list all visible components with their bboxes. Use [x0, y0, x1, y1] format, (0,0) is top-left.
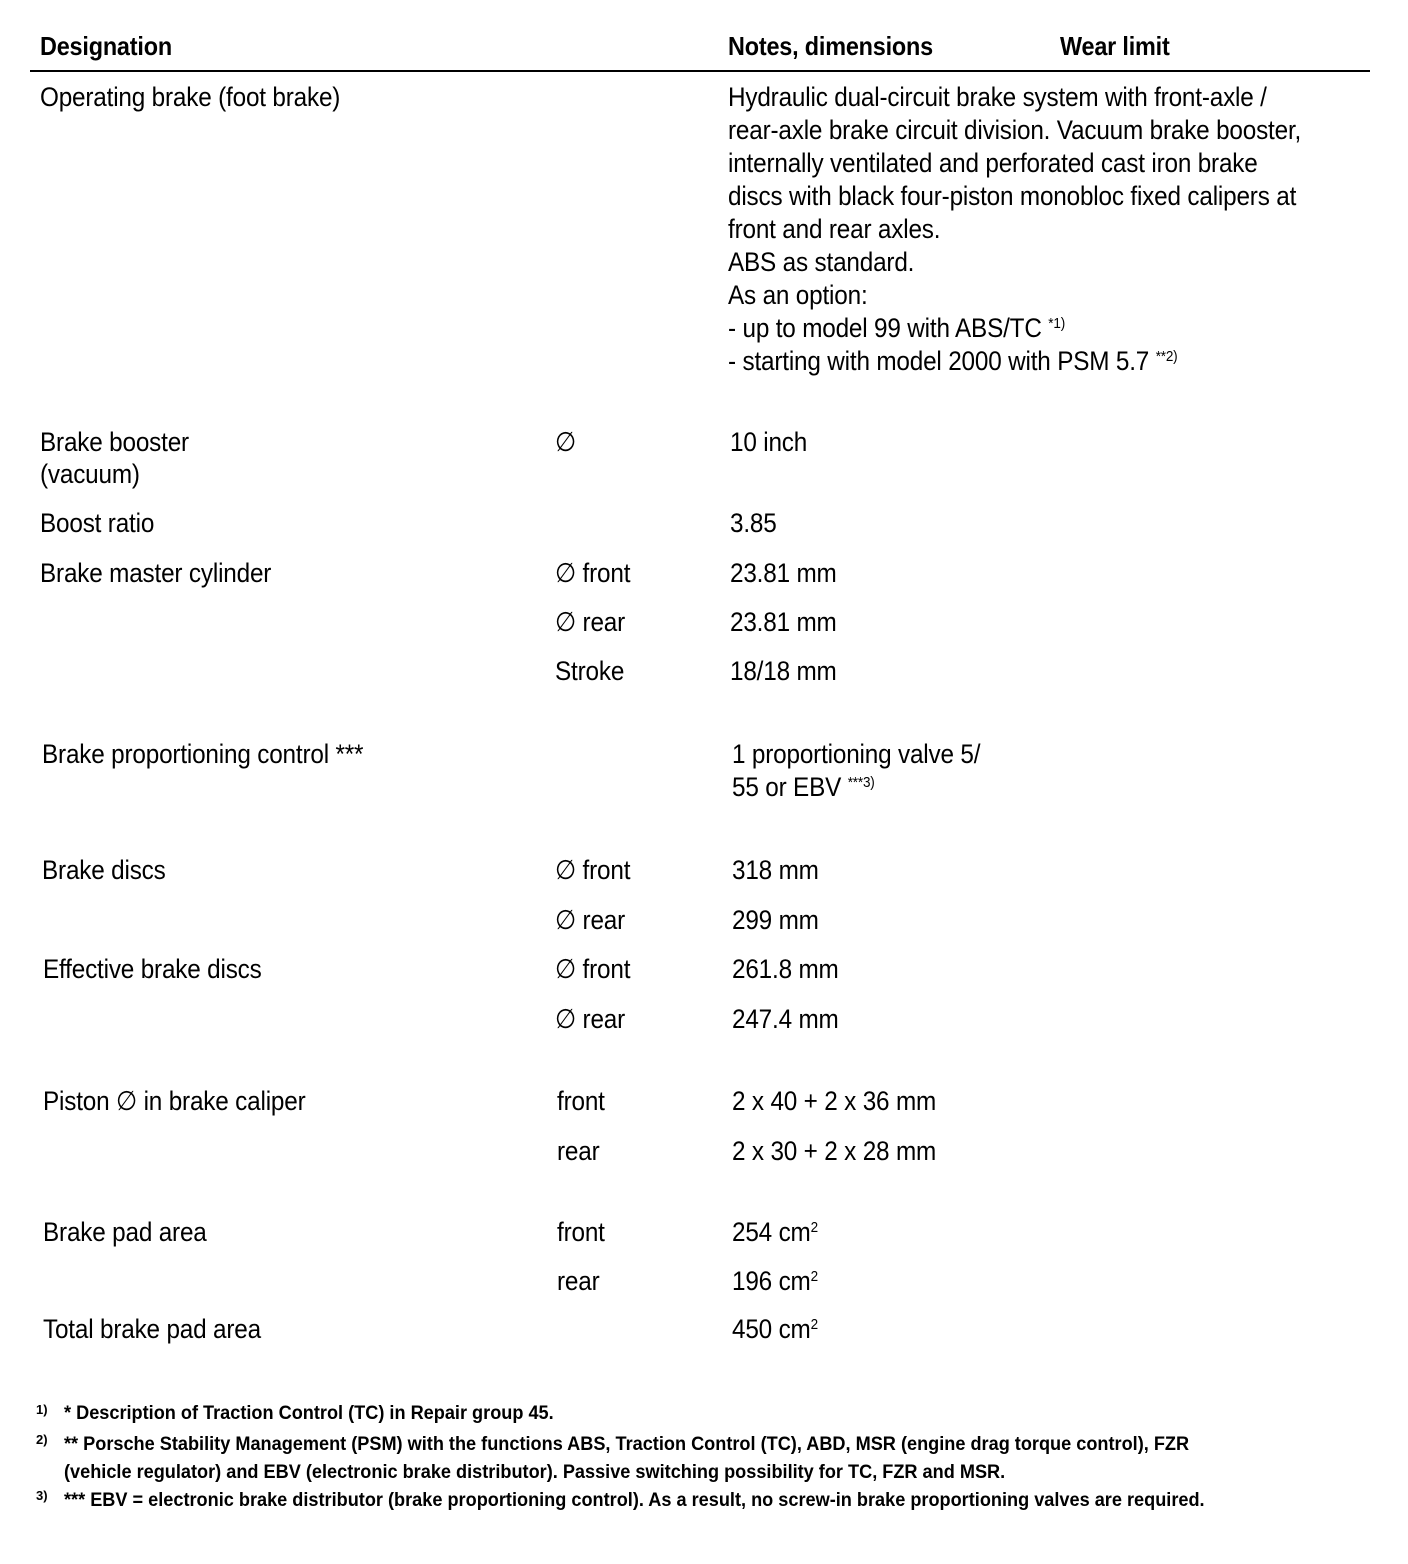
- proportioning-value-text: 55 or EBV: [732, 772, 842, 802]
- effective-value: 247.4 mm: [732, 1004, 839, 1034]
- booster-sub: ∅: [555, 427, 576, 457]
- master-value: 23.81 mm: [730, 558, 837, 588]
- unit-exponent: 2: [810, 1268, 818, 1285]
- boost-ratio-value: 3.85: [730, 508, 777, 538]
- proportioning-value: [732, 771, 875, 804]
- pad-value-text: 254 cm: [732, 1217, 811, 1247]
- effective-sub: ∅ rear: [555, 1004, 626, 1034]
- header-rule: [30, 70, 1370, 72]
- master-sub: Stroke: [555, 656, 625, 686]
- header-designation: Designation: [40, 31, 172, 61]
- operating-line: front and rear axles.: [728, 214, 941, 244]
- pad-value-text: 196 cm: [732, 1266, 811, 1296]
- pad-sub: rear: [557, 1266, 600, 1296]
- operating-line: As an option:: [728, 280, 868, 310]
- total-pad-value: [732, 1313, 818, 1346]
- header-notes: Notes, dimensions: [728, 31, 933, 61]
- piston-label: Piston ∅ in brake caliper: [43, 1086, 306, 1116]
- unit-exponent: 2: [810, 1219, 818, 1236]
- footnote-mark: 3): [36, 1488, 48, 1503]
- master-cylinder-label: Brake master cylinder: [40, 558, 272, 588]
- operating-line: internally ventilated and perforated cast iron brake: [728, 148, 1258, 178]
- pad-value: [732, 1216, 818, 1249]
- booster-value: 10 inch: [730, 427, 808, 457]
- footnote-mark: 1): [36, 1402, 48, 1417]
- footnote-ref: **2): [1155, 348, 1178, 365]
- discs-value: 299 mm: [732, 905, 819, 935]
- piston-value: 2 x 30 + 2 x 28 mm: [732, 1136, 937, 1166]
- piston-sub: front: [557, 1086, 605, 1116]
- footnote-ref: *1): [1048, 315, 1066, 332]
- operating-line-text: - up to model 99 with ABS/TC: [728, 313, 1042, 343]
- master-sub: ∅ rear: [555, 607, 626, 637]
- operating-line: discs with black four-piston monobloc fixed calipers at: [728, 181, 1297, 211]
- booster-label-sub: (vacuum): [40, 459, 140, 489]
- operating-line: Hydraulic dual-circuit brake system with front-axle /: [728, 82, 1267, 112]
- footnote-ref: ***3): [847, 774, 875, 791]
- discs-sub: ∅ rear: [555, 905, 626, 935]
- master-value: 18/18 mm: [730, 656, 837, 686]
- footnote-mark: 2): [36, 1432, 48, 1447]
- header-wear-limit: Wear limit: [1060, 31, 1170, 61]
- operating-line-text: - starting with model 2000 with PSM 5.7: [728, 346, 1150, 376]
- proportioning-label: Brake proportioning control ***: [42, 739, 364, 769]
- footnote-2: ** Porsche Stability Management (PSM) with the functions ABS, Traction Control (TC), ABD, MSR (engine drag torque control), FZR: [64, 1433, 1190, 1455]
- operating-line: [728, 345, 1178, 378]
- footnote-2-cont: (vehicle regulator) and EBV (electronic brake distributor). Passive switching possibility for TC, FZR and MSR.: [64, 1461, 1006, 1483]
- effective-value: 261.8 mm: [732, 954, 839, 984]
- discs-sub: ∅ front: [555, 855, 631, 885]
- operating-line: rear-axle brake circuit division. Vacuum brake booster,: [728, 115, 1302, 145]
- brake-discs-label: Brake discs: [42, 855, 166, 885]
- pad-value: [732, 1265, 818, 1298]
- footnote-1: * Description of Traction Control (TC) in Repair group 45.: [64, 1402, 554, 1424]
- pad-area-label: Brake pad area: [43, 1217, 207, 1247]
- discs-value: 318 mm: [732, 855, 819, 885]
- unit-exponent: 2: [810, 1316, 818, 1333]
- master-sub: ∅ front: [555, 558, 631, 588]
- piston-value: 2 x 40 + 2 x 36 mm: [732, 1086, 937, 1116]
- boost-ratio-label: Boost ratio: [40, 508, 155, 538]
- proportioning-value: 1 proportioning valve 5/: [732, 739, 981, 769]
- operating-line: ABS as standard.: [728, 247, 915, 277]
- booster-label: Brake booster: [40, 427, 189, 457]
- operating-brake-label: Operating brake (foot brake): [40, 82, 341, 112]
- master-value: 23.81 mm: [730, 607, 837, 637]
- operating-line: [728, 312, 1065, 345]
- total-pad-area-label: Total brake pad area: [43, 1314, 261, 1344]
- footnote-3: *** EBV = electronic brake distributor (brake proportioning control). As a result, no screw-in brake proportioning valves are required.: [64, 1489, 1205, 1511]
- piston-sub: rear: [557, 1136, 600, 1166]
- effective-discs-label: Effective brake discs: [43, 954, 262, 984]
- pad-sub: front: [557, 1217, 605, 1247]
- total-pad-value-text: 450 cm: [732, 1314, 811, 1344]
- effective-sub: ∅ front: [555, 954, 631, 984]
